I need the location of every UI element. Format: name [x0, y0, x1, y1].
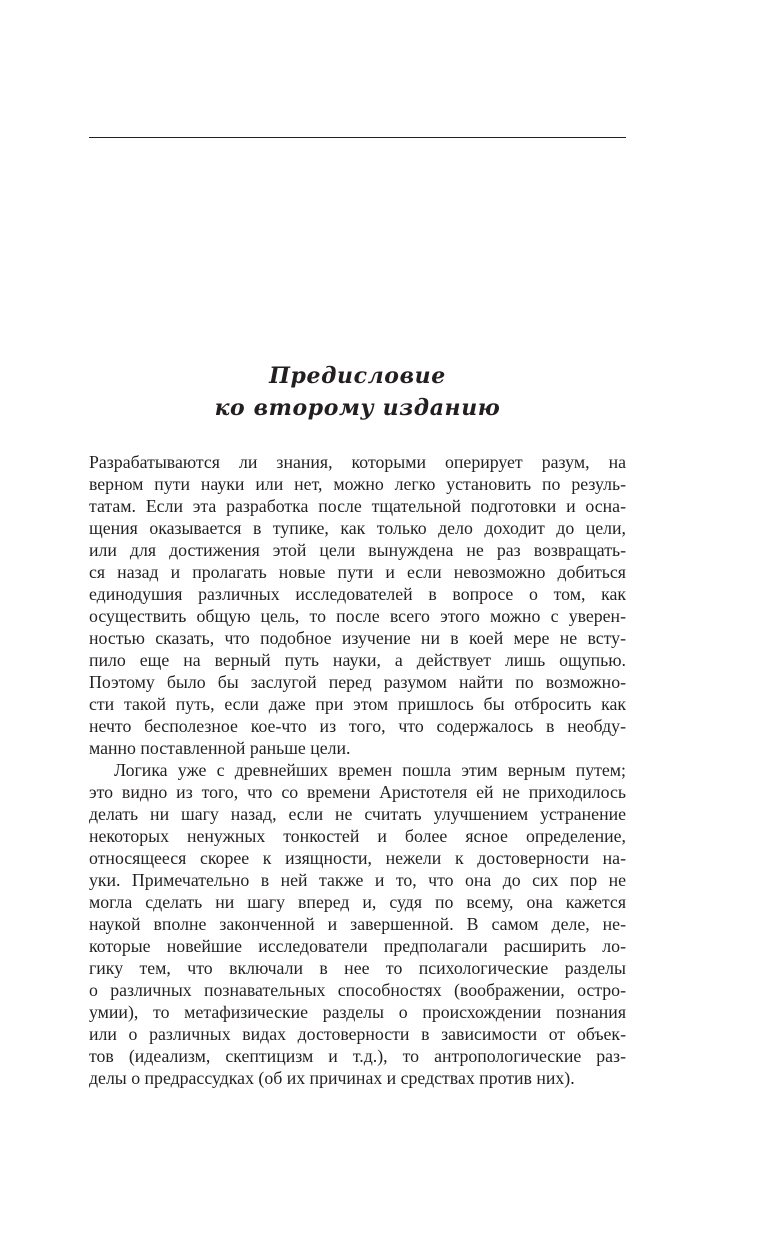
text-line: Разрабатываются ли знания, которыми оперирует разум, на: [89, 452, 626, 472]
top-rule: [89, 137, 626, 138]
text-line: гику тем, что включали в нее то психологические разделы: [89, 958, 626, 978]
text-line: наукой вполне законченной и завершенной. В самом деле, не-: [89, 914, 626, 934]
text-line: ностью сказать, что подобное изучение ни в коей мере не всту-: [89, 628, 626, 648]
text-line: делы о предрассудках (об их причинах и средствах против них).: [89, 1068, 575, 1088]
text-line: тов (идеализм, скептицизм и т.д.), то антропологические раз-: [89, 1046, 626, 1066]
text-line: некоторых ненужных тонкостей и более ясное определение,: [89, 826, 626, 846]
text-line: манно поставленной раньше цели.: [89, 738, 351, 758]
text-line: могла сделать ни шагу вперед и, судя по всему, она кажется: [89, 892, 626, 912]
text-line: пило еще на верный путь науки, а действует лишь ощупью.: [89, 650, 626, 670]
paragraph-2: [89, 759, 626, 1089]
text-line: относящееся скорее к изящности, нежели к достоверности на-: [89, 848, 626, 868]
text-line: татам. Если эта разработка после тщательной подготовки и осна-: [89, 496, 626, 516]
text-line: или для достижения этой цели вынуждена не раз возвращать-: [89, 540, 626, 560]
text-line: это видно из того, что со времени Аристотеля ей не приходилось: [89, 782, 626, 802]
text-line: Логика уже с древнейших времен пошла этим верным путем;: [114, 760, 626, 780]
heading-line-2: ко второму изданию: [214, 395, 501, 421]
text-line: уки. Примечательно в ней также и то, что она до сих пор не: [89, 870, 626, 890]
text-line: нечто бесполезное кое-что из того, что содержалось в необду-: [89, 716, 626, 736]
text-line: которые новейшие исследователи предполагали расширить ло-: [89, 936, 626, 956]
heading-line-1: Предисловие: [269, 363, 446, 389]
text-line: умии), то метафизические разделы о происхождении познания: [89, 1002, 626, 1022]
body-text: [89, 451, 626, 1089]
text-line: делать ни шагу назад, если не считать улучшением устранение: [89, 804, 626, 824]
chapter-heading: [89, 360, 626, 424]
text-line: единодушия различных исследователей в вопросе о том, как: [89, 584, 626, 604]
text-line: верном пути науки или нет, можно легко установить по резуль-: [89, 474, 626, 494]
text-line: щения оказывается в тупике, как только дело доходит до цели,: [89, 518, 626, 538]
text-line: сти такой путь, если даже при этом пришлось бы отбросить как: [89, 694, 626, 714]
text-line: о различных познавательных способностях (воображении, остро-: [89, 980, 626, 1000]
paragraph-1: [89, 451, 626, 759]
text-line: или о различных видах достоверности в зависимости от объек-: [89, 1024, 626, 1044]
text-line: ся назад и пролагать новые пути и если невозможно добиться: [89, 562, 626, 582]
text-line: Поэтому было бы заслугой перед разумом найти по возможно-: [89, 672, 626, 692]
text-line: осуществить общую цель, то после всего этого можно с уверен-: [89, 606, 626, 626]
